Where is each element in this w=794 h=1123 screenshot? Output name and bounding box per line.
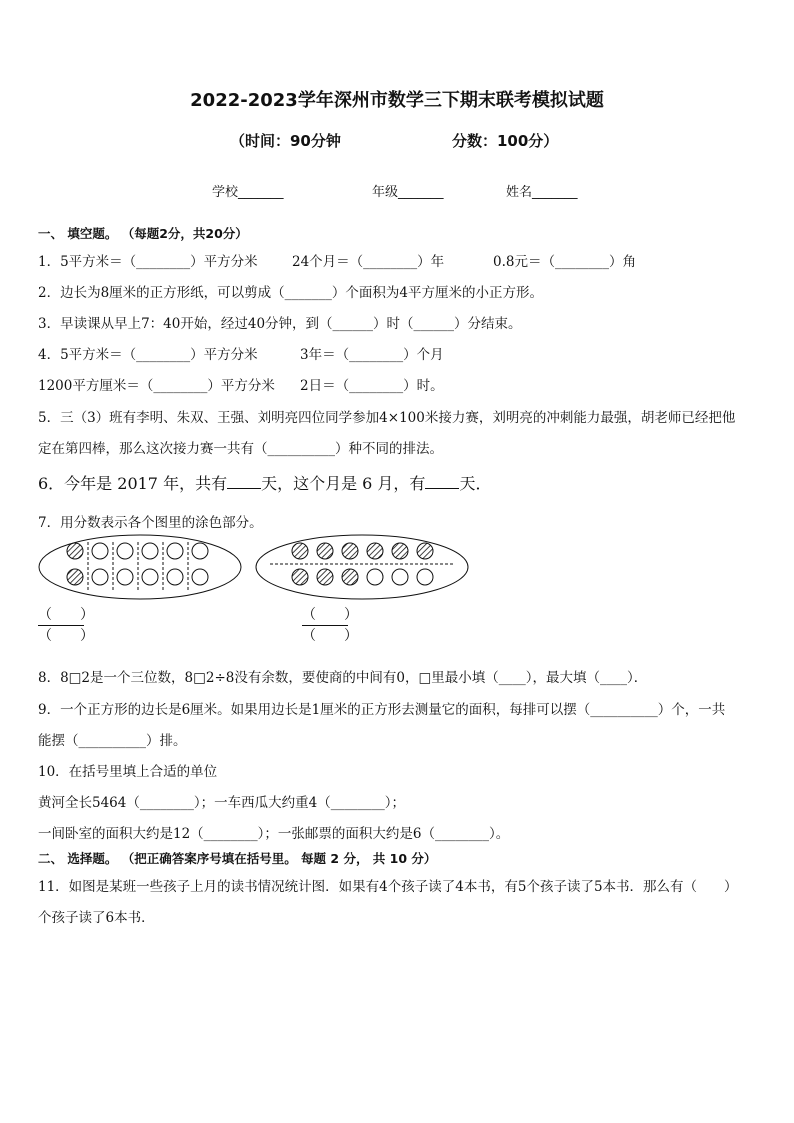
oval-figure-1	[39, 535, 241, 599]
section-2-heading: 二、 选择题。 （把正确答案序号填在括号里。 每题 2 分， 共 10 分）	[38, 851, 437, 866]
question-9b: 能摆（__________）排。	[38, 733, 187, 749]
question-4a: 4．5平方米＝（________）平方分米	[38, 347, 258, 363]
fraction-answer-1	[38, 606, 94, 645]
oval-figure-2	[256, 535, 468, 599]
question-6	[38, 471, 491, 494]
question-6-text-2: 天，这个月是 6 月，有	[261, 474, 426, 493]
question-1b: 24个月＝（________）年	[292, 254, 445, 270]
question-7: 7．用分数表示各个图里的涂色部分。	[38, 515, 263, 531]
name-field: 姓名_______	[506, 185, 578, 200]
question-6-text-3: 天．	[459, 474, 492, 493]
question-2: 2．边长为8厘米的正方形纸，可以剪成（_______）个面积为4平方厘米的小正方形。	[38, 285, 544, 301]
answer-blank	[425, 476, 459, 489]
question-6-text-1: 6．今年是 2017 年，共有	[38, 474, 228, 493]
school-field: 学校_______	[212, 185, 284, 200]
question-3: 3．早读课从早上7：40开始，经过40分钟，到（______）时（______）分结束。	[38, 316, 522, 332]
fraction-bar	[302, 625, 348, 626]
answer-blank	[227, 476, 261, 489]
section-1-heading: 一、 填空题。 （每题2分，共20分）	[38, 226, 248, 241]
question-5b: 定在第四棒，那么这次接力赛一共有（__________）种不同的排法。	[38, 441, 443, 457]
question-4d: 2日＝（________）时。	[300, 378, 444, 394]
numerator-blank: （ ）	[38, 607, 94, 623]
fraction-answer-2	[302, 606, 358, 645]
question-8: 8．8□2是一个三位数，8□2÷8没有余数，要使商的中间有0，□里最小填（____），最大填（____）．	[38, 670, 648, 686]
question-10a: 黄河全长5464（________）；一车西瓜大约重4（________）；	[38, 795, 405, 811]
fraction-bar	[38, 625, 84, 626]
question-11a: 11．如图是某班一些孩子上月的读书情况统计图．如果有4个孩子读了4本书，有5个孩子读了5本书．那么有（ ）	[38, 879, 738, 895]
exam-time: （时间：90分钟	[230, 132, 341, 150]
exam-score: 分数：100分）	[452, 132, 559, 150]
fraction-figures	[0, 534, 794, 614]
question-4c: 1200平方厘米＝（________）平方分米	[38, 378, 275, 394]
denominator-blank: （ ）	[302, 628, 358, 644]
question-5a: 5．三（3）班有李明、朱双、王强、刘明亮四位同学参加4×100米接力赛，刘明亮的冲刺能力最强，胡老师已经把他	[38, 410, 736, 426]
question-1c: 0.8元＝（________）角	[493, 254, 636, 270]
denominator-blank: （ ）	[38, 628, 94, 644]
numerator-blank: （ ）	[302, 607, 358, 623]
question-10: 10．在括号里填上合适的单位	[38, 764, 218, 780]
question-4b: 3年＝（________）个月	[300, 347, 444, 363]
page-title: 2022-2023学年深州市数学三下期末联考模拟试题	[190, 90, 604, 111]
question-9a: 9．一个正方形的边长是6厘米。如果用边长是1厘米的正方形去测量它的面积，每排可以摆（__________）个，一共	[38, 702, 726, 718]
question-10b: 一间卧室的面积大约是12（________）；一张邮票的面积大约是6（________）。	[38, 826, 510, 842]
grade-field: 年级_______	[372, 185, 444, 200]
question-11b: 个孩子读了6本书．	[38, 910, 155, 926]
question-1a: 1．5平方米＝（________）平方分米	[38, 254, 258, 270]
